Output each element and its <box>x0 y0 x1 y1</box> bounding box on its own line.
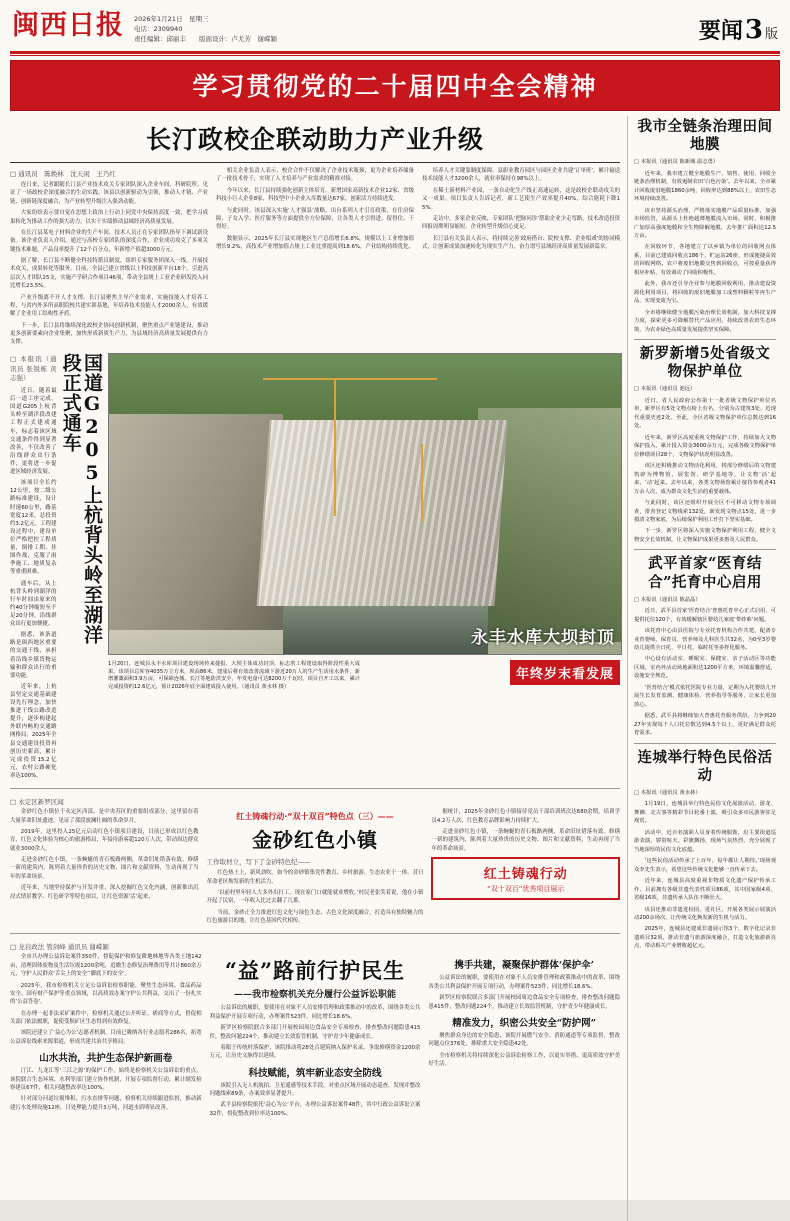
paragraph: 长汀县有关负责人表示，将持续完善‘政府搭台、院校支撑、企业唱戏’的协同模式，让创新成果加速转化为现实生产力，奋力谱写县域经济高质量发展新篇章。 <box>422 235 620 250</box>
byline: □ 本报讯（通讯员 黄水林） <box>634 789 701 796</box>
paragraph: 金砂红色小镇位于永定区西部，是中央苏区的重要组成部分，这里留存着大量革命旧址遗迹，见证了那段波澜壮阔的革命岁月。 <box>10 809 199 824</box>
paragraph: ‘这些民俗活动传承了上百年，每年都让人期待。’现场观众李先生表示，希望这些传统文化能够一直传承下去。 <box>634 858 776 873</box>
page-body <box>10 116 780 1221</box>
paragraph: ‘医育结合’模式依托医院专业力量，定期为入托婴幼儿开展生长发育监测、健康体检、营养指导等服务，让家长更加放心。 <box>634 684 776 708</box>
paragraph: 近日，随着最后一道工序完成，国道G205上杭背头岭至湖洋段改建工程正式建成通车，标志着该区域交通条件得到显著改善，不仅改善了沿线群众出行条件，更将进一步促进区域经济发展。 <box>10 388 57 476</box>
vertical-headline: 国道G205上杭背头岭至湖洋段正式通车 <box>59 352 103 645</box>
paragraph: 该县还推动非遗进校园、进社区，开展各类展示展演活动200余场次，让传统文化焕发新的生机与活力。 <box>634 906 776 921</box>
sidebar-divider-3 <box>634 743 776 744</box>
paragraph: 在长汀县某电子材料企业的生产车间，技术人员正在专家团队指导下调试新设备。该企业负责人介绍，通过与高校专家团队的深度合作，企业成功攻克了多项关键技术难题，产品良率提升了12个百分点，年新增产值超3000万元。 <box>10 229 208 253</box>
sidebar-headline-2: 新罗新增5处省级文物保护单位 <box>639 345 771 381</box>
paragraph: 通车后，从上杭背头岭到湖洋的行车时间由原来的约40分钟缩短至不足20分钟，沿线群众出行更加便捷。 <box>10 580 57 628</box>
paragraph: 2025年，连城县还建成非遗展示馆3个，数字化记录非遗项目32项，推动非遗与旅游深度融合，打造文化旅游新亮点，带动相关产业增收超亿元。 <box>634 926 776 950</box>
paragraph: 近年来，我市建立健全地膜生产、销售、使用、回收全链条治理机制，有效遏制农田‘白色污染’。去年以来，全市累计回收废旧地膜1860余吨，回收率达到88%以上，农田生态环境持续改善。 <box>634 170 776 203</box>
sidebar-text-4 <box>634 789 776 951</box>
red-feature-col-1-text <box>10 808 199 901</box>
sidebar-article-2 <box>634 345 776 544</box>
sidebar-article-4 <box>634 749 776 951</box>
sidebar-text-2 <box>634 385 776 544</box>
paragraph: 汀江、九龙江等‘三江之源’的保护工作，始终是检察机关公益诉讼的重点。该院联合生态环境、水利等部门建立协作机制，开展专项监督行动，累计制发检察建议67件，相关问题整改率达100%。 <box>10 1068 202 1091</box>
paragraph: 近日，省人民政府公布第十一批省级文物保护单位名单，新罗区有5处文物点榜上有名，分别为古建筑3处、近现代重要史迹2处。至此，全区省级文物保护单位总数达到16处。 <box>634 397 776 430</box>
paragraph: 据悉，武平县将继续加大普惠托育服务供给，力争到2027年实现每千人口托位数达到4.5个以上，更好满足群众托育需求。 <box>634 713 776 737</box>
red-feature-byline: 工作取材立，写下了金砂特色纪—— <box>206 858 311 867</box>
paragraph: 在办理一起非法采矿案件中，检察机关通过公开听证、磋商等方式，督促相关部门依法履职，促使受损矿区生态得到有效修复。 <box>10 1010 202 1026</box>
paragraph: 该区还积极推动文物活化利用，将部分修缮后的文物建筑辟为博物馆、展览馆、研学基地等，让文物‘活’起来、‘动’起来。去年以来，各类文物场馆累计接待参观者41万余人次，成为群众文化生活的重要载体。 <box>634 463 776 495</box>
public-sub1-title: 山水共治，共护生态保护新画卷 <box>39 1053 173 1065</box>
lead-col-1 <box>10 167 208 350</box>
photo-block <box>108 353 620 783</box>
section-indicator <box>699 8 778 45</box>
paragraph: 据统计，2025年金砂红色小镇接待党员干部培训班次达680余期，培训学员4.2万人次，红色教育品牌影响力持续扩大。 <box>431 809 621 824</box>
red-feature-col-3-text <box>431 808 620 853</box>
red-feature-col-1 <box>10 808 199 928</box>
public-feature-col-1-text <box>10 953 202 1046</box>
public-feature-center <box>210 953 421 1121</box>
paragraph: 当前，金砂正全力推进红色文化与绿色生态、古色文化深度融合，打造具有独特魅力的红色旅游目的地，让红色基因代代相传。 <box>206 909 424 925</box>
lead-article <box>10 167 620 350</box>
sidebar-headline-4: 连城举行特色民俗活动 <box>637 748 773 784</box>
red-feature-col-3 <box>431 808 620 928</box>
paragraph: 与此同时，该区还组织开展全区不可移动文物专项调查，排查登记文物线索132处，新发现文物点15处，进一步摸清文物家底，为后续保护利用工作打下坚实基础。 <box>634 500 776 523</box>
red-feature-center-text <box>207 869 424 925</box>
paragraph: 2019年，这里投入25亿元启动红色小镇项目建设，目前已形成以红色教育、红色文化体验为核心的旅游格局，年接待游客超120万人次，带动周边群众就业3000余人。 <box>10 828 199 852</box>
byline: □ 本报讯（通讯员 陈新城 温志勇） <box>634 159 719 166</box>
sidebar-text-1 <box>634 158 776 334</box>
public-feature-headline: “益”路前行护民生 <box>224 958 406 984</box>
paragraph: 下一步，新罗区将深入实施文物保护利用工程，健全文物安全长效机制，让文物保护成果更多惠及人民群众。 <box>634 528 776 543</box>
photo-stamp-wrap <box>368 660 620 692</box>
public-feature-col-1 <box>10 953 202 1121</box>
paragraph: 着眼于传统村落保护，该院推动将28处古建筑纳入保护名录，争取修缮资金1200余万元，让历史文脉得以延续。 <box>209 1044 421 1060</box>
public-sub3-text <box>428 974 620 1011</box>
public-sub1-text <box>10 1067 202 1112</box>
byline: □ 本报讯（通讯员 池远） <box>634 386 696 393</box>
paragraph: 与此同时，该县深入实施‘人才强县’战略，出台系列人才引育政策，在住房保障、子女入学、医疗服务等方面提供全方位保障，让各类人才引得进、留得住、干得好。 <box>216 207 414 231</box>
public-sub3-title: 携手共建，凝聚保护群体‘保护伞’ <box>454 960 594 972</box>
paragraph: 走访中，多家企业反映，专家团队‘把脉问诊’帮助企业少走弯路，技术改造投资回报周期明显缩短，企业转型升级信心更足。 <box>422 215 620 231</box>
editor-credits: 责任编辑：邱丽丰 版面设计：卢尤芳 谢嵘颖 <box>134 35 277 44</box>
dam-photo <box>108 353 622 655</box>
paragraph: 1月19日，连城县举行特色民俗文化展演活动，游龙、舞狮、走古事等精彩节目轮番上演，吸引众多市民游客驻足观赏。 <box>634 801 776 825</box>
lead-byline: □ 通讯员 陈焕林 沈天闲 王乃红 <box>10 170 116 178</box>
public-feature-center-text <box>210 1004 421 1060</box>
campaign-banner: 学习贯彻党的二十届四中全会精神 <box>10 60 780 111</box>
publication-date: 2026年1月21日 星期三 <box>134 15 209 23</box>
paragraph: 红色热土上，新风劲吹。如今的金砂镇集党性教育、乡村旅游、生态农业于一体，昔日革命老区焕发新的生机活力。 <box>206 870 424 885</box>
red-feature-center <box>207 808 424 928</box>
paragraph: 培养人才关键靠制度保障。县职业教育园区与园区企业共建‘订单班’，累计输送技术技能人才3200余人，就业率保持在98%以上。 <box>422 168 620 183</box>
paragraph: ‘以前村里年轻人大多外出打工，现在家门口就能就业增收。’村民老张笑着说，他在小镇开起了民宿，一年收入比过去翻了几番。 <box>206 889 424 905</box>
paragraph: 今年以来，长汀县持续强化创新主体培育，新增国家高新技术企业12家、省级科技小巨人企业8家，科技型中小企业入库数量达67家，创新活力持续迸发。 <box>216 187 414 203</box>
paragraph: 数据显示，2025年长汀县实现地区生产总值增长6.8%，规模以上工业增加值增长9.2%，高技术产业增加值占规上工业比重提高到18.6%，产业结构持续优化。 <box>216 235 414 250</box>
photo-crane-jib <box>263 378 437 380</box>
main-column <box>10 116 620 1221</box>
paragraph: 近年来，连城县高度重视非物质文化遗产保护传承工作，目前拥有各级非遗代表性项目86项，其中国家级4项、省级16项，非遗传承人队伍不断壮大。 <box>634 878 776 902</box>
year-end-stamp: 年终岁末看发展 <box>510 660 620 685</box>
public-sub4-text <box>428 1032 620 1069</box>
lead-col-2 <box>216 167 414 350</box>
public-sub4-title: 精准发力，织密公共安全“防护网” <box>452 1017 597 1029</box>
section-label: 要闻 <box>698 18 743 44</box>
sidebar-text-3 <box>634 596 776 738</box>
red-soul-badge-title: 红土铸魂行动 <box>483 867 568 883</box>
paragraph: 中心设有活动室、睡眠室、保健室、亲子活动区等功能区域，室内外活动场地面积达1200平方米，环境温馨舒适，设施安全规范。 <box>634 656 776 680</box>
photo-caption-overlay: 永丰水库大坝封顶 <box>471 627 615 648</box>
paragraph: 近年来，新罗区高度重视文物保护工作，持续加大文物保护投入，累计投入资金3600余万元，完成各级文物保护单位修缮项目28个，文物保护状况明显改善。 <box>634 434 776 458</box>
sidebar-divider-2 <box>634 549 776 550</box>
paragraph: 新罗区检察院联合多部门开展校园周边食品安全专项检查，排查整改问题隐患415件，整改问题224个，推动建立长效监管机制，守护青少年健康成长。 <box>428 995 620 1010</box>
paragraph: 该院还建立了‘益心为公’志愿者机制，目前已吸纳各行业志愿者286名，拓宽公益诉讼线索来源渠道，形成共建共治共享格局。 <box>10 1030 202 1045</box>
public-feature <box>10 953 620 1121</box>
photo-credit: 1月20日，连城县永丰水库项目建设现场传来捷报，大坝主体成功封顶，标志着工程建设取得阶段性重大成果。该项目总库容4035万立方米，坝高86米，建成后将有效改善流域下游近20万人的生产生活用水条件，新增灌溉面积3.9万亩，可保障连城、长汀等地防洪安全，年发电量可达8200万千瓦时。项目自开工以来，累计完成投资约12.6亿元，预计2026年底全面建成投入使用。（通讯员 黄水林 摄） <box>108 660 360 691</box>
byline: □ 本报讯（通讯员 陈晶晶） <box>634 596 701 603</box>
paragraph: 武平县检察院依托‘益心为公’平台，办理公益诉讼案件48件，其中行政公益诉讼立案32件，督促整改到位率达100%。 <box>209 1102 421 1117</box>
paragraph: 公益诉讼的履职，要使用在对象不人员安排管理和政策推动中的改革，围绕各类公共利益保护开展专项行动，办理案件523件，同比增长18.6%。 <box>428 975 620 990</box>
lead-col-1-text <box>10 181 208 347</box>
section-suffix: 版 <box>764 27 778 42</box>
paragraph: 走进金砂红色小镇，一条蜿蜒的青石板路两侧，革命旧址错落有致。修缮一新的建筑内，陈列着大量珍贵的历史文物、图片和文献资料，生动再现了当年的革命场景。 <box>10 857 199 880</box>
public-feature-col-3 <box>428 953 620 1121</box>
paragraph: 产业升级离不开人才支撑。长汀县聚焦主导产业需求，实施技能人才培养工程，与省内外多所高职院校共建实训基地，年培养技术技能人才2000余人，有效缓解了企业用工结构性矛盾。 <box>10 294 208 318</box>
masthead <box>10 6 780 49</box>
paragraph: 下一步，长汀县将继续深化政校企协同创新机制，聚焦重点产业链建设，推动更多创新要素向企业集聚，加快形成新质生产力，为县域经济高质量发展提供有力支撑。 <box>10 322 208 346</box>
paragraph: 近年来，当地坚持保护与开发并重，深入挖掘红色文化内涵，创新推出沉浸式情景教学、红色研学等特色项目，让红色资源‘活’起来。 <box>10 885 199 900</box>
red-soul-badge-sub: “双十双百”优秀项目展示 <box>487 885 565 894</box>
public-feature-byline: □ 龙岩政法 管剑峰 通讯员 谢嵘颖 <box>10 943 109 952</box>
lead-col-3 <box>422 167 620 350</box>
red-feature-kicker: 红土铸魂行动·“双十双百”特色点（三）—— <box>236 812 394 822</box>
vertical-story <box>10 353 102 783</box>
red-feature <box>10 808 620 928</box>
paragraph: 活动中，近百名演职人员身着传统服饰，沿主要街道巡游表演，锣鼓喧天、彩旗飘扬，现场气氛热烈，充分展现了当地深厚的民俗文化底蕴。 <box>634 829 776 853</box>
region-tag: □ 永定区新罗区闻 <box>10 798 64 807</box>
paragraph: 2025年，我市检察机关立足公益诉讼检察职能，聚焦生态环境、食品药品安全、国有财产保护等重点领域，以高质效办案守护公共利益，交出了一份扎实的‘公益答卷’。 <box>10 982 202 1006</box>
sidebar-article-1 <box>634 118 776 334</box>
sidebar-article-3 <box>634 555 776 737</box>
divider-1 <box>10 788 620 789</box>
vertical-story-text <box>10 353 56 783</box>
paragraph: 此外，我市还引导企业参与地膜回收利用，推动建设资源化利用项目，将回收的废旧地膜加工成塑料颗粒等再生产品，实现变废为宝。 <box>634 281 776 305</box>
sidebar-headline-3: 武平首家“医育结合”托育中心启用 <box>648 555 762 591</box>
paragraph: 新罗区检察院联合多部门开展校园周边食品安全专项检查，排查整改问题隐患415件，整改问题224个，推动建立长效监管机制，守护青少年健康成长。 <box>209 1025 421 1040</box>
divider-2 <box>10 933 620 934</box>
masthead-left <box>12 8 277 44</box>
paragraph: 全市检察机关将持续深化公益诉讼检察工作，以更实举措、更高质效守护美好生活。 <box>428 1052 620 1068</box>
newspaper-logo: 闽西日报 <box>12 10 124 41</box>
paragraph: 相关企业负责人表示，校企合作不仅解决了企业技术瓶颈，更为企业培养储备了一批技术骨干，实现了人才培养与产业需求的精准对接。 <box>216 168 414 183</box>
paragraph: 据悉，该条道路是闽西地区重要的交通干线，承担着沿线乡镇货物运输和群众出行的重要功能。 <box>10 632 57 679</box>
masthead-rule <box>10 51 780 54</box>
lead-headline: 长汀政校企联动助力产业升级 <box>10 116 620 163</box>
paragraph: 在回收环节，各地建立了以乡镇为单位的回收网点体系，目前已建成回收点186个、贮运站26座，形成便捷高效的回收网络。农户将废旧地膜交售到回收点，可按重量获得相应补贴，有效调动了回收积极性。 <box>634 244 776 276</box>
public-feature-subhead: ——我市检察机关充分履行公益诉讼职能 <box>233 990 396 1001</box>
paragraph: 在稀土新材料产业园，一条自动化生产线正高速运转，这是政校企联动攻关的又一成果。项目负责人告诉记者，新工艺使生产效率提升40%，综合能耗下降15%。 <box>422 187 620 211</box>
masthead-meta <box>134 8 277 44</box>
paragraph: 近日，武平县首家‘医育结合’普惠托育中心正式启用，可提供托位120个，有效缓解辖区婴幼儿家庭‘带娃难’问题。 <box>634 608 776 623</box>
lead-col-2-text <box>216 167 414 251</box>
masthead-rule-thin <box>10 55 780 56</box>
sidebar-column <box>627 116 776 1221</box>
paragraph: 该托育中心由县医院与专业托育机构合作共建，配备专业育婴师、保育员、营养师及儿科医生共32名，为0至3岁婴幼儿提供全日托、半日托、临时托等多样化服务。 <box>634 628 776 651</box>
sidebar-divider-1 <box>634 339 776 340</box>
paragraph: 该项目全长约12公里，按二级公路标准建设，设计时速60公里，路基宽度12米，总投资约3.2亿元。工程建设过程中，建设单位严格把控工程质量，倒排工期、挂图作战，克服了雨季施工、地质复杂等重重困难。 <box>10 480 57 576</box>
paragraph: 该院引入无人机航拍、卫星遥感等技术手段，对重点区域开展动态巡查，发现并整改问题线索89条，办案效率显著提升。 <box>209 1082 421 1098</box>
paragraph: 连日来，记者跟随长汀县产业技术攻关专家团队深入企业车间、科研院所，见证了一场政校企深度融合的生动实践。该县以创新驱动为引领，推动人才链、产业链、创新链深度融合，为产业转型升级注入强劲动能。 <box>10 182 208 205</box>
lead-col-3-text <box>422 167 620 251</box>
photo-water <box>283 606 488 654</box>
paragraph: 针对部分河道垃圾堆积、污水直排等问题，检察机关持续跟进监督，推动新建污水处理设施12座，日处理能力提升3万吨，河道水质明显改善。 <box>10 1096 202 1111</box>
paragraph: 该市坚持源头治理，严格落实地膜产品质量标准，加强市场监管，从源头上杜绝超薄地膜流入市场。同时，积极推广加厚高强度地膜和全生物降解地膜，去年推广面积达12.5万亩。 <box>634 207 776 239</box>
sidebar-headline-1: 我市全链条治理田间地膜 <box>637 118 773 154</box>
paragraph: 近年来，上杭县坚定交通基础建设先行理念，加快推进干线公路改造提升，逐步构建起外联内畅的交通路网格局，2025年全县交通建设投资再创历史新高，累计完成投资15.2亿元，农村公路硬化率达100%。 <box>10 683 57 780</box>
paragraph: 据了解，长汀县不断健全科技特派员制度，组织专家服务团深入一线，开展技术攻关、成果转化等服务。目前，全县已建立省级以上科技创新平台18个，引进高层次人才团队25支，实施产学研合作项目46项，带动全县规上工业企业研发投入同比增长23.5%。 <box>10 258 208 290</box>
public-sub2-text <box>210 1082 421 1119</box>
paragraph: 聚焦群众身边的安全隐患，该院开展燃气安全、消防通道等专项监督，整改问题点位376处，排除重大安全隐患42处。 <box>428 1032 620 1048</box>
photo-dam-structure <box>256 420 507 606</box>
public-sub2-title: 科技赋能，筑牢新业态安全防线 <box>248 1067 382 1079</box>
paragraph: 全市共办理公益诉讼案件350件，督促保护和修复耕地林地等各类土地142亩，清理固体废物及生活垃圾1200余吨，追缴生态修复治理费用等共计860余万元，守护人民群众‘舌尖上的安全’‘脚底下的安全’。 <box>10 954 202 978</box>
photo-section <box>10 353 620 783</box>
photo-crane-mast <box>334 378 336 516</box>
red-soul-badge <box>431 857 620 900</box>
photo-crane-secondary <box>421 444 423 522</box>
paragraph: 大家纷纷表示要自觉在思想上政治上行动上同党中央保持高度一致，把学习成果转化为推动工作的强大动力，以实干实绩推动县域经济高质量发展。 <box>10 210 208 225</box>
vertical-story-byline: □ 本报讯（通讯员 张锐栋 黄志强） <box>10 354 57 383</box>
paragraph: 全市将继续健全地膜污染治理长效机制，加大科技支撑力度，探索更多可降解替代产品应用，持续改善农田生态环境，为农业绿色高质量发展提供坚实保障。 <box>634 309 776 333</box>
paragraph: 走进金砂红色小镇，一条蜿蜒的青石板路两侧，革命旧址错落有致。修缮一新的建筑内，陈列着大量珍贵的历史文物、图片和文献资料，生动再现了当年的革命场景。 <box>431 828 621 852</box>
red-feature-headline: 金砂红色小镇 <box>252 828 378 853</box>
paragraph: 公益诉讼的履职，要使用在对象不人员安排管理和政策推动中的改革，围绕各类公共利益保护开展专项行动，办理案件523件，同比增长18.6%。 <box>209 1005 421 1020</box>
phone-number: 电话：2309940 <box>134 25 183 34</box>
section-number: 3 <box>744 15 763 45</box>
